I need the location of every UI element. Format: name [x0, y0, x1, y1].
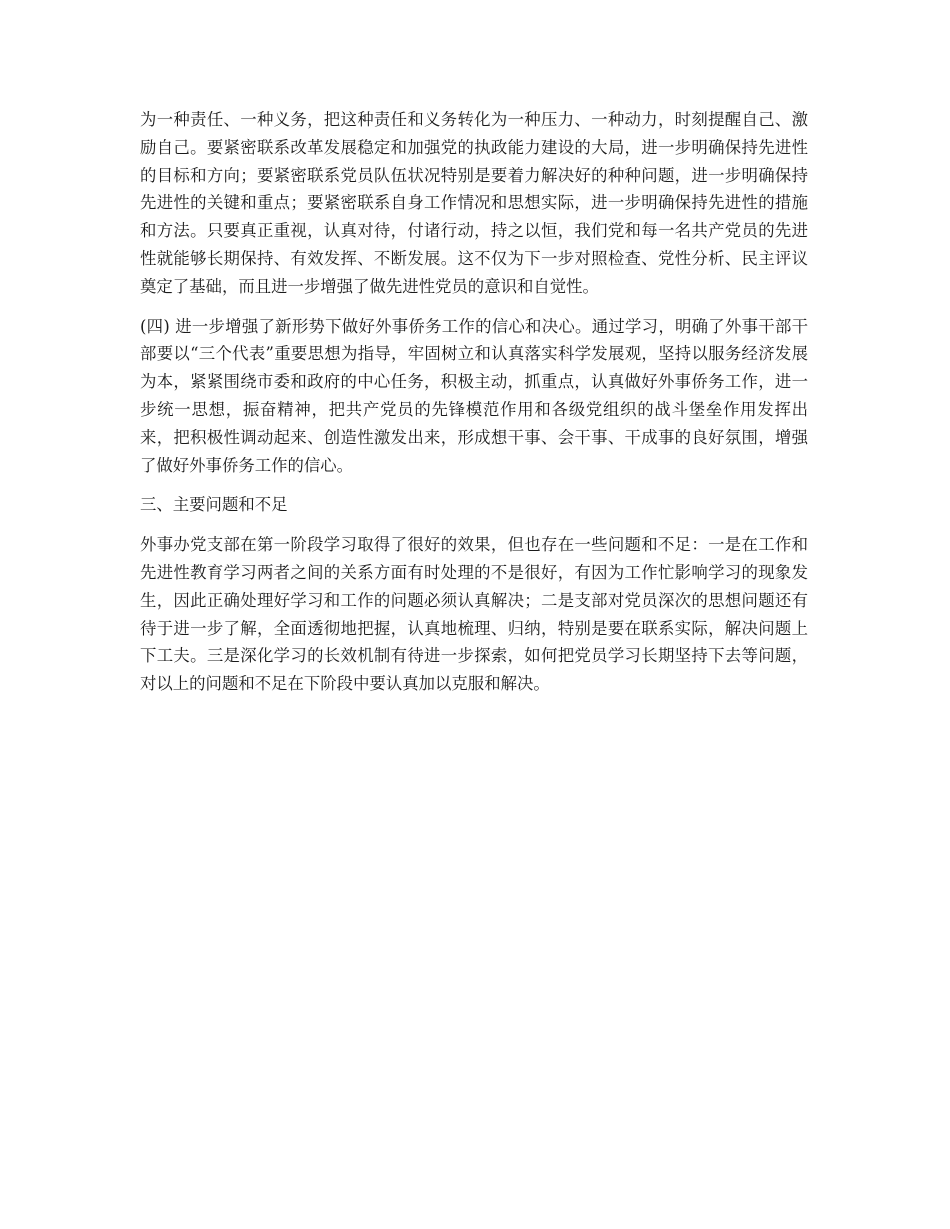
paragraph-responsibility: 为一种责任、一种义务，把这种责任和义务转化为一种压力、一种动力，时刻提醒自己、激励自己。要紧密联系改革发展稳定和加强党的执政能力建设的大局，进一步明确保持先进性的目标和方向；要紧密联系党员队伍状况特别是要着力解决好的种种问题，进一步明确保持先进性的关键和重点；要紧密联系自身工作情况和思想实际，进一步明确保持先进性的措施和方法。只要真正重视，认真对待，付诸行动，持之以恒，我们党和每一名共产党员的先进性就能够长期保持、有效发挥、不断发展。这不仅为下一步对照检查、党性分析、民主评议奠定了基础，而且进一步增强了做先进性党员的意识和自觉性。 [140, 110, 808, 296]
paragraph-confidence: (四) 进一步增强了新形势下做好外事侨务工作的信心和决心。通过学习，明确了外事干部干部要以“三个代表”重要思想为指导，牢固树立和认真落实科学发展观，坚持以服务经济发展为本，紧紧围绕市委和政府的中心任务，积极主动，抓重点，认真做好外事侨务工作，进一步统一思想，振奋精神，把共产党员的先锋模范作用和各级党组织的战斗堡垒作用发挥出来，把积极性调动起来、创造性激发出来，形成想干事、会干事、干成事的良好氛围，增强了做好外事侨务工作的信心。 [140, 316, 808, 475]
section-heading-problems: 三、主要问题和不足 [140, 495, 288, 515]
paragraph-problems: 外事办党支部在第一阶段学习取得了很好的效果，但也存在一些问题和不足：一是在工作和先进性教育学习两者之间的关系方面有时处理的不是很好，有因为工作忙影响学习的现象发生，因此正确处理好学习和工作的问题必须认真解决；二是支部对党员深次的思想问题还有待于进一步了解，全面透彻地把握，认真地梳理、归纳，特别是要在联系实际，解决问题上下工夫。三是深化学习的长效机制有待进一步探索，如何把党员学习长期坚持下去等问题，对以上的问题和不足在下阶段中要认真加以克服和解决。 [140, 535, 808, 694]
document-body [140, 106, 808, 710]
